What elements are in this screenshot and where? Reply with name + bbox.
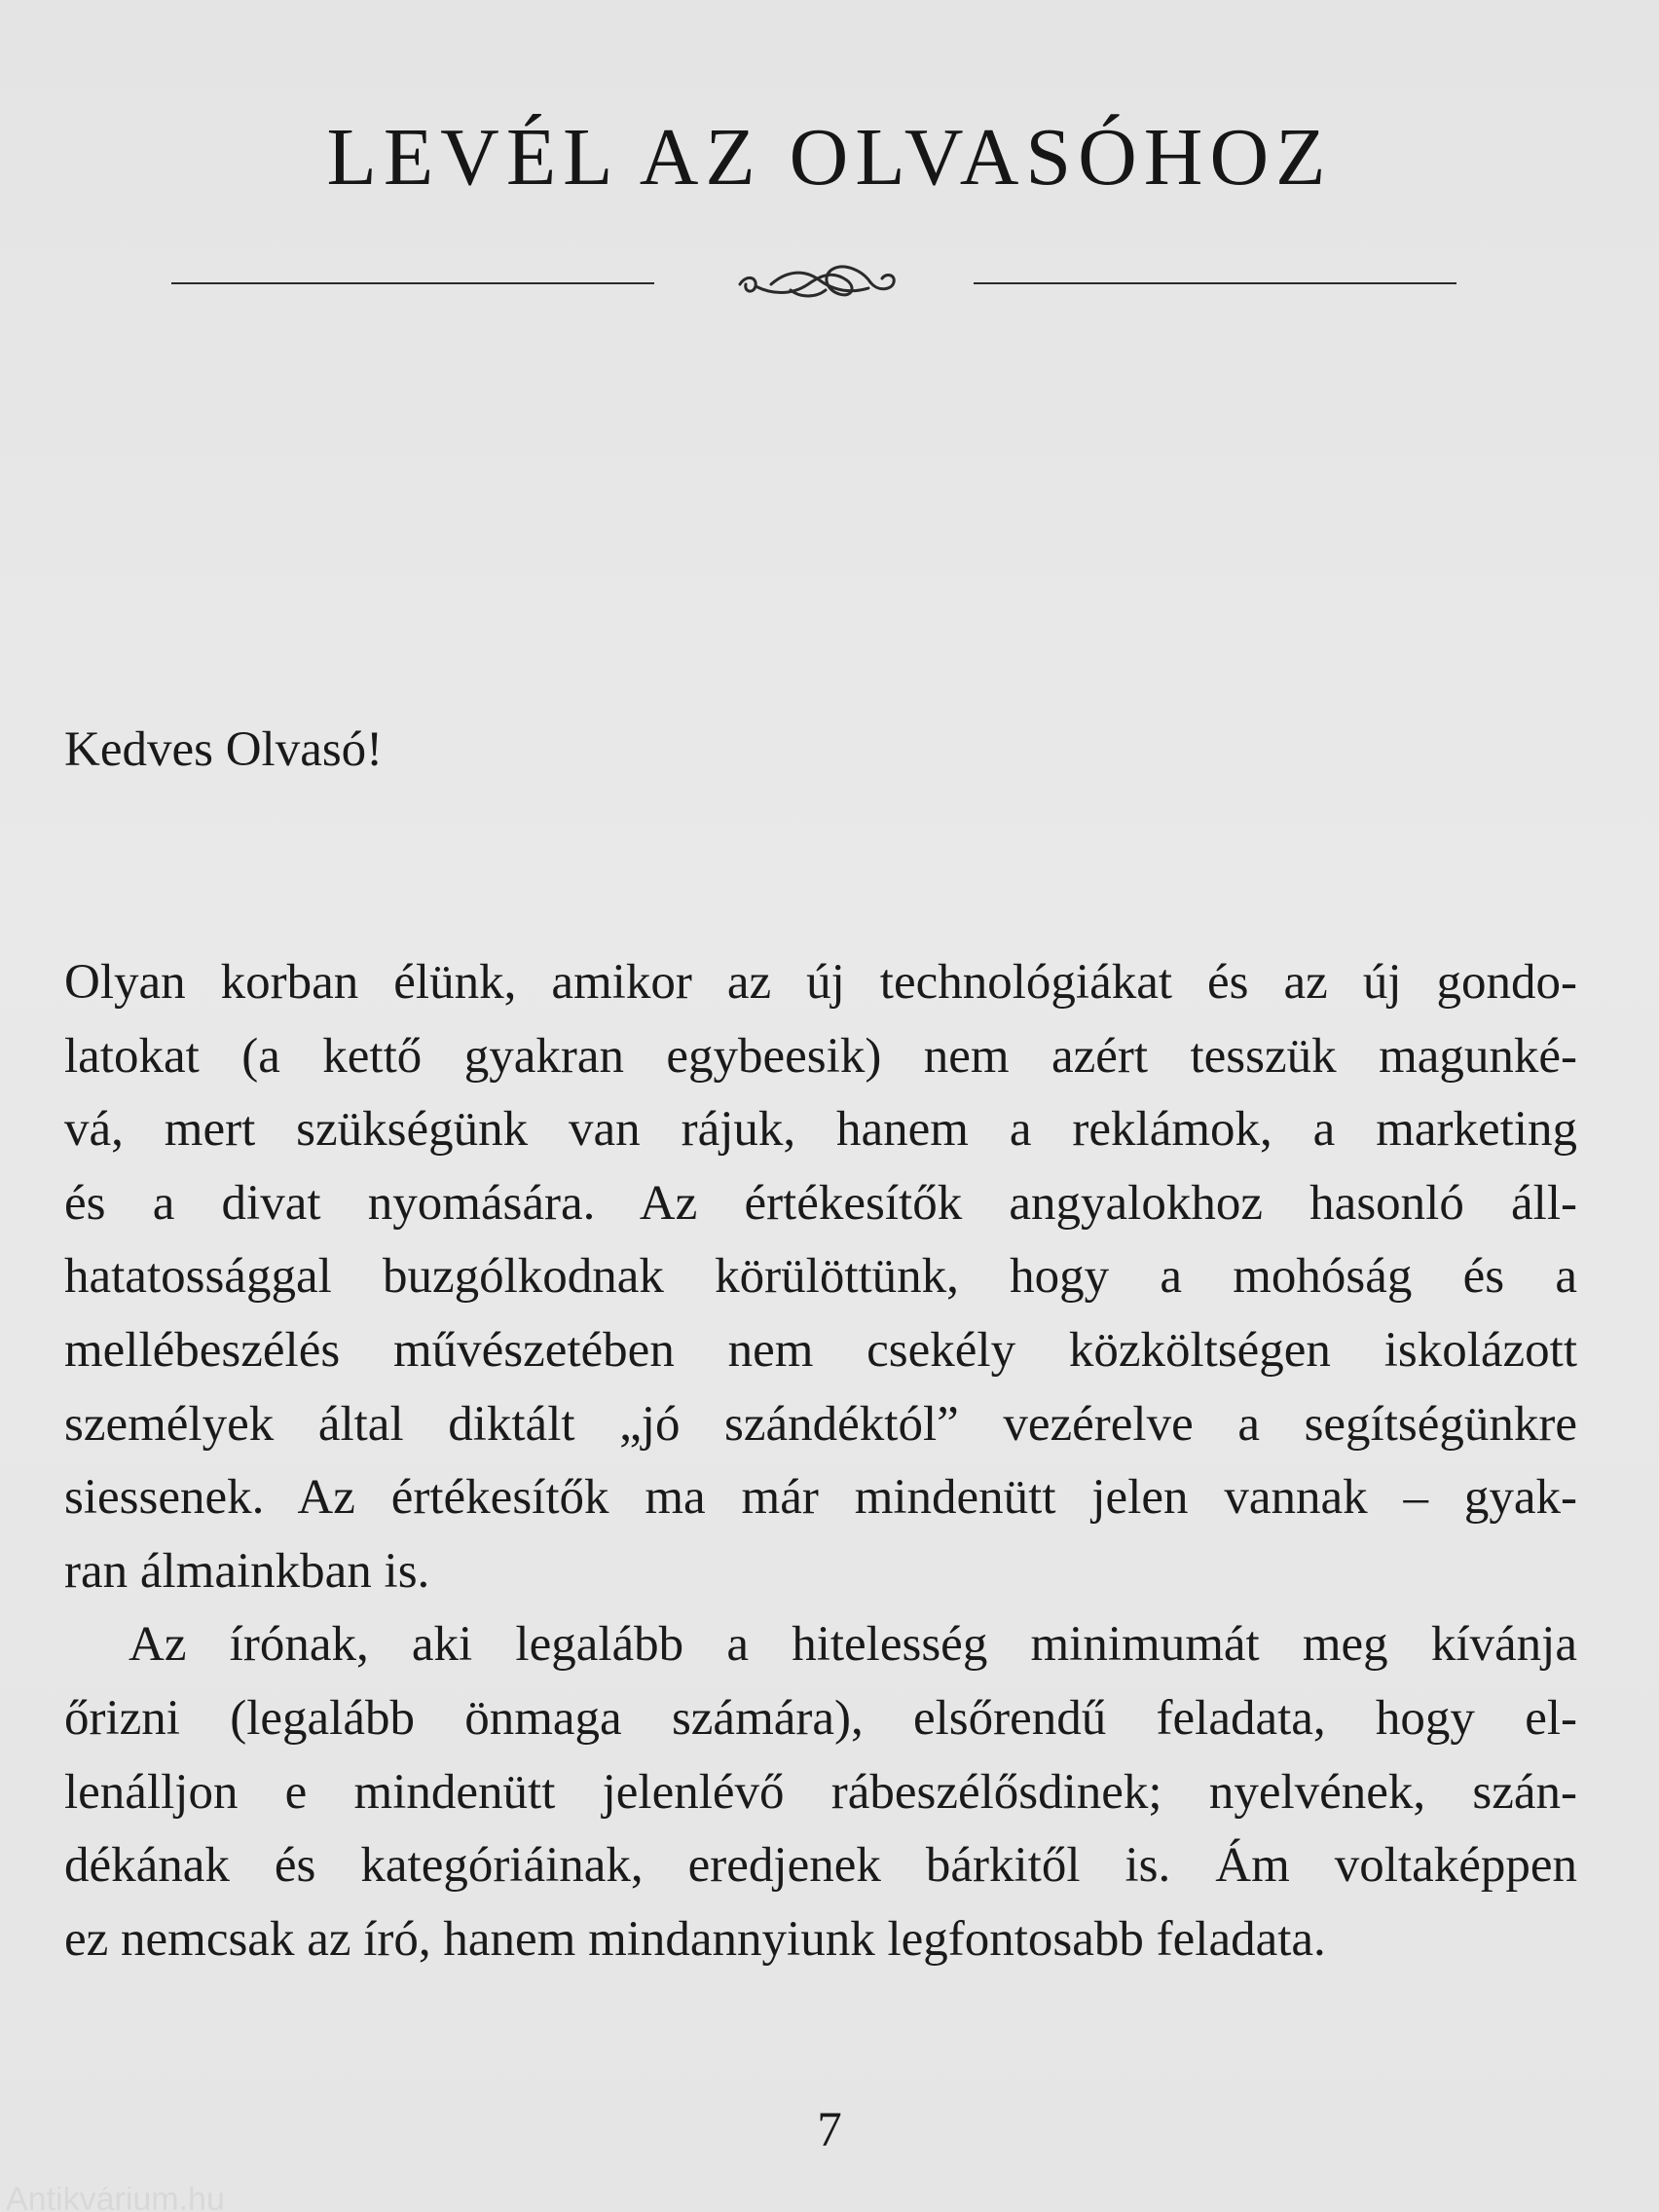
text-line: őrizni (legalább önmaga számára), elsőrendű feladata, hogy el- bbox=[64, 1690, 1577, 1746]
text-line: latokat (a kettő gyakran egybeesik) nem azért tesszük magunké- bbox=[64, 1028, 1577, 1084]
text-line: dékának és kategóriáinak, eredjenek bárkitől is. Ám voltaképpen bbox=[64, 1838, 1577, 1894]
paragraph-2 bbox=[64, 1608, 1577, 1976]
salutation: Kedves Olvasó! bbox=[64, 722, 384, 777]
text-line: és a divat nyomására. Az értékesítők angyalokhoz hasonló áll- bbox=[64, 1175, 1577, 1231]
text-line: Olyan korban élünk, amikor az új technológiákat és az új gondo- bbox=[64, 955, 1577, 1010]
text-line: Az írónak, aki legalább a hitelesség minimumát meg kívánja bbox=[129, 1617, 1577, 1673]
text-line: hatatossággal buzgólkodnak körülöttünk, hogy a mohóság és a bbox=[64, 1249, 1577, 1305]
text-line: vá, mert szükségünk van rájuk, hanem a reklámok, a marketing bbox=[64, 1102, 1577, 1158]
watermark: Antikvárium.hu bbox=[6, 2187, 225, 2212]
text-line: személyek által diktált „jó szándéktól” vezérelve a segítségünkre bbox=[64, 1396, 1577, 1452]
chapter-title: LEVÉL AZ OLVASÓHOZ bbox=[326, 112, 1333, 203]
title-rule-right bbox=[974, 282, 1456, 284]
title-rule-left bbox=[171, 282, 654, 284]
text-line: lenálljon e mindenütt jelenlévő rábeszélősdinek; nyelvének, szán- bbox=[64, 1764, 1577, 1820]
page-number: 7 bbox=[817, 2103, 842, 2157]
flourish-divider-icon bbox=[732, 255, 903, 310]
text-line: mellébeszélés művészetében nem csekély közköltségen iskolázott bbox=[64, 1322, 1577, 1378]
text-line: ran álmainkban is. bbox=[64, 1543, 430, 1599]
body-text bbox=[64, 946, 1577, 1976]
paragraph-1 bbox=[64, 946, 1577, 1608]
text-line: siessenek. Az értékesítők ma már mindenütt jelen vannak – gyak- bbox=[64, 1470, 1577, 1526]
text-line: ez nemcsak az író, hanem mindannyiunk legfontosabb feladata. bbox=[64, 1911, 1326, 1967]
